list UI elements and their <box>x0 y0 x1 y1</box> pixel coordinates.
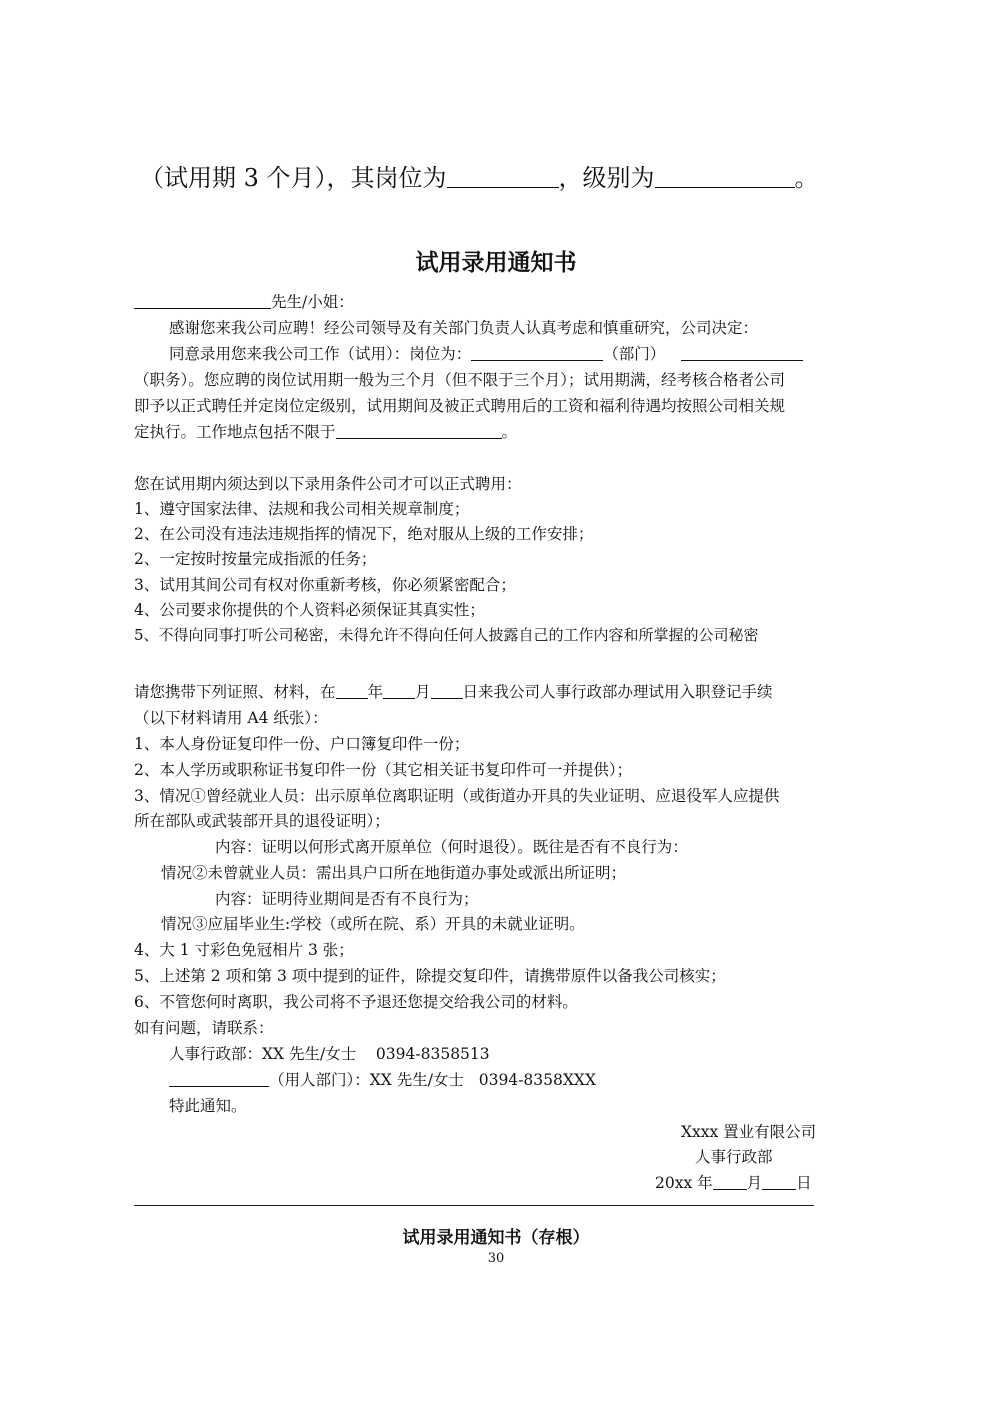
post-blank <box>471 345 603 362</box>
condition-item: 2、一定按时按量完成指派的任务； <box>134 550 377 568</box>
material-item: 内容：证明以何形式离开原单位（何时退役）。既往是否有不良行为： <box>215 838 688 856</box>
name-blank <box>134 293 271 310</box>
stub-title: 试用录用通知书（存根） <box>402 1228 590 1248</box>
page-number: 30 <box>487 1251 505 1266</box>
condition-item: 3、试用其间公司有权对你重新考核，你必须紧密配合； <box>134 576 516 594</box>
month-label: 月 <box>415 683 431 701</box>
conditions-heading: 您在试用期内须达到以下录用条件公司才可以正式聘用： <box>134 475 522 493</box>
level-blank <box>655 163 795 188</box>
material-item: 内容：证明待业期间是否有不良行为； <box>215 890 479 908</box>
materials-text-2: 日来我公司人事行政部办理试用入职登记手续 <box>462 683 773 701</box>
offer-text-4b: 。 <box>501 423 518 441</box>
materials-line-2: （以下材料请用 A4 纸张）： <box>134 709 328 727</box>
salutation-line <box>134 290 354 312</box>
year-blank <box>336 683 368 700</box>
signature-department: 人事行政部 <box>695 1148 773 1166</box>
department-blank <box>169 1071 269 1088</box>
duty-blank <box>681 345 803 362</box>
top-fragment-line <box>140 158 819 193</box>
closing-line: 特此通知。 <box>169 1097 247 1115</box>
date-day: 日 <box>796 1174 812 1192</box>
condition-item: 2、在公司没有违法违规指挥的情况下，绝对服从上级的工作安排； <box>134 525 594 543</box>
condition-item: 5、不得向同事打听公司秘密，未得允许不得向任何人披露自己的工作内容和所掌握的公司秘密 <box>134 626 759 644</box>
condition-item: 1、遵守国家法律、法规和我公司相关规章制度； <box>134 500 470 518</box>
month-blank <box>383 683 415 700</box>
contact-line-2-text: （用人部门）：XX 先生/女士 0394-8358XXX <box>269 1071 596 1089</box>
date-year: 20xx 年 <box>655 1174 713 1192</box>
cut-line-divider <box>134 1205 814 1206</box>
material-item: 6、不管您何时离职，我公司将不予退还您提交给我公司的材料。 <box>134 993 578 1011</box>
material-item: 情况③应届毕业生:学校（或所在院、系）开具的未就业证明。 <box>161 915 585 933</box>
day-blank <box>431 683 463 700</box>
material-item: 5、上述第 2 项和第 3 项中提到的证件，除提交复印件，请携带原件以备我公司核实； <box>134 967 726 985</box>
offer-text-4a: 定执行。工作地点包括不限于 <box>134 423 336 441</box>
contact-line-1: 人事行政部：XX 先生/女士 0394-8358513 <box>169 1045 490 1063</box>
offer-line-2: （职务）。您应聘的岗位试用期一般为三个月（但不限于三个月）；试用期满，经考核合格者公司 <box>134 371 786 389</box>
material-item: 2、本人学历或职称证书复印件一份（其它相关证书复印件可一并提供）； <box>134 761 633 779</box>
contact-line-2 <box>169 1068 596 1090</box>
materials-text-1: 请您携带下列证照、材料，在 <box>134 683 336 701</box>
date-day-blank <box>762 1174 796 1191</box>
signature-date <box>655 1171 812 1193</box>
position-blank <box>447 163 559 188</box>
fragment-text-1: （试用期 3 个月），其岗位为 <box>140 164 447 192</box>
material-item: 1、本人身份证复印件一份、户口簿复印件一份； <box>134 735 470 753</box>
offer-line-4 <box>134 420 517 442</box>
material-item: 情况②未曾就业人员：需出具户口所在地街道办事处或派出所证明； <box>161 864 627 882</box>
material-item: 3、情况①曾经就业人员：出示原单位离职证明（或街道办开具的失业证明、应退役军人应提供 <box>134 787 780 805</box>
offer-line-3: 即予以正式聘任并定岗位定级别，试用期间及被正式聘用后的工资和福利待遇均按照公司相关规 <box>134 397 786 415</box>
material-item: 4、大 1 寸彩色免冠相片 3 张； <box>134 941 354 959</box>
fragment-text-2: ，级别为 <box>558 164 655 192</box>
salutation-text: 先生/小姐： <box>271 293 354 311</box>
signature-company: Xxxx 置业有限公司 <box>681 1123 817 1141</box>
materials-line-1 <box>134 680 773 702</box>
offer-text-1: 同意录用您来我公司工作（试用）：岗位为： <box>169 345 472 363</box>
date-month: 月 <box>746 1174 763 1192</box>
material-item: 所在部队或武装部开具的退役证明）； <box>134 812 390 830</box>
fragment-text-3: 。 <box>794 164 819 192</box>
contact-heading: 如有问题，请联系： <box>134 1019 274 1037</box>
offer-text-2: （部门） <box>603 345 666 363</box>
offer-line-1 <box>169 342 803 364</box>
workplace-blank <box>336 423 502 440</box>
condition-item: 4、公司要求你提供的个人资料必须保证其真实性； <box>134 601 485 619</box>
document-title: 试用录用通知书 <box>415 249 577 276</box>
intro-line: 感谢您来我公司应聘！经公司领导及有关部门负责人认真考虑和慎重研究，公司决定： <box>169 319 759 337</box>
date-month-blank <box>713 1174 747 1191</box>
year-label: 年 <box>367 683 384 701</box>
